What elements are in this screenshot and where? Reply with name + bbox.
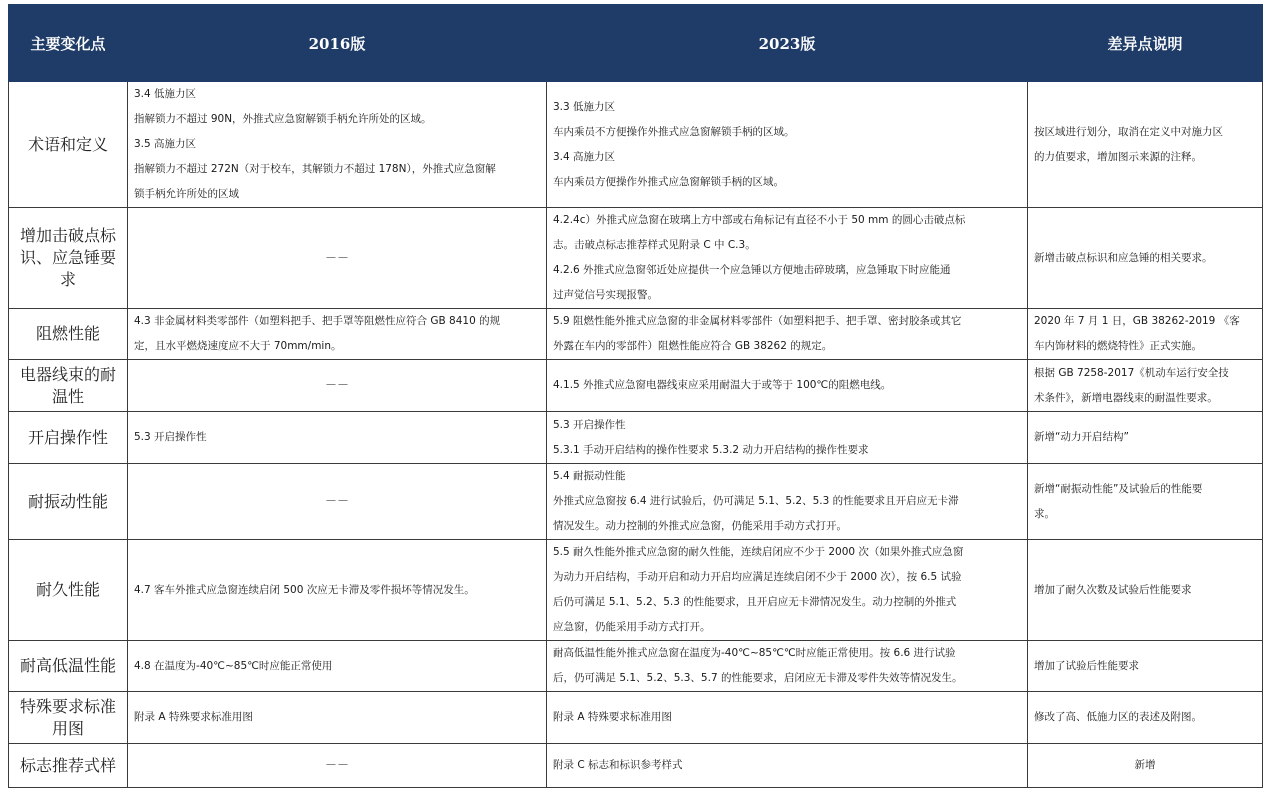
- cell-line: 车内饰材料的燃烧特性》正式实施。: [1034, 340, 1202, 352]
- header-2023-version: 2023版: [547, 5, 1028, 82]
- empty-dash: －－: [324, 758, 349, 772]
- cell-line: 5.4 耐振动性能: [553, 470, 626, 482]
- cell-line: 的力值要求，增加图示来源的注释。: [1034, 150, 1202, 163]
- cell-line: 外推式应急窗按 6.4 进行试验后，仍可满足 5.1、5.2、5.3 的性能要求且开启应无卡滞: [553, 495, 959, 507]
- cell-2023: [547, 360, 1028, 412]
- cell-2016: [128, 744, 547, 788]
- cell-line: 外露在车内的零部件）阻燃性能应符合 GB 38262 的规定。: [553, 340, 833, 352]
- cell-2016: [128, 641, 547, 692]
- cell-line: 指解锁力不超过 272N（对于校车，其解锁力不超过 178N），外推式应急窗解: [134, 163, 496, 175]
- cell-line: 增加了耐久次数及试验后性能要求: [1034, 583, 1192, 596]
- row-item: 电器线束的耐温性: [9, 360, 128, 412]
- cell-line: 5.9 阻燃性能外推式应急窗的非金属材料零部件（如塑料把手、把手罩、密封胶条或其它: [553, 315, 962, 327]
- cell-2016: [128, 540, 547, 641]
- cell-note: [1028, 744, 1263, 788]
- table-row: [9, 692, 1263, 744]
- cell-line: 4.2.6 外推式应急窗邻近处应提供一个应急锤以方便地击碎玻璃，应急锤取下时应能通: [553, 264, 951, 276]
- cell-note: [1028, 412, 1263, 464]
- cell-line: 新增“耐振动性能”及试验后的性能要: [1034, 482, 1203, 495]
- cell-2016: [128, 309, 547, 360]
- cell-note: [1028, 82, 1263, 208]
- cell-line: 耐高低温性能外推式应急窗在温度为-40℃~85℃℃时应能正常使用。按 6.6 进行试验: [553, 647, 956, 659]
- header-main-change: 主要变化点: [9, 5, 128, 82]
- row-item: 标志推荐式样: [9, 744, 128, 788]
- empty-dash: －－: [324, 494, 349, 508]
- cell-2023: [547, 641, 1028, 692]
- row-item: 增加击破点标识、应急锤要求: [9, 208, 128, 309]
- row-item: 特殊要求标准用图: [9, 692, 128, 744]
- table-header: [9, 5, 1263, 82]
- table-row: [9, 82, 1263, 208]
- table-row: [9, 540, 1263, 641]
- cell-line: 应急窗，仍能采用手动方式打开。: [553, 621, 711, 633]
- cell-2016: [128, 208, 547, 309]
- cell-line: 车内乘员方便操作外推式应急窗解锁手柄的区域。: [553, 175, 784, 188]
- cell-line: 过声觉信号实现报警。: [553, 289, 658, 301]
- cell-line: 4.7 客车外推式应急窗连续启闭 500 次应无卡滞及零件损坏等情况发生。: [134, 583, 475, 596]
- empty-dash: －－: [324, 378, 349, 392]
- cell-line: 附录 A 特殊要求标准用图: [134, 711, 253, 723]
- cell-line: 锁手柄允许所处的区域: [134, 188, 239, 200]
- cell-line: 附录 A 特殊要求标准用图: [553, 711, 672, 723]
- cell-line: 3.5 高施力区: [134, 138, 197, 150]
- cell-note: [1028, 309, 1263, 360]
- cell-line: 根据 GB 7258-2017《机动车运行安全技: [1034, 366, 1229, 379]
- cell-line: 术条件》，新增电器线束的耐温性要求。: [1034, 391, 1218, 404]
- table-row: [9, 208, 1263, 309]
- comparison-table: [8, 4, 1263, 788]
- header-difference-note: 差异点说明: [1028, 5, 1263, 82]
- cell-line: 附录 C 标志和标识参考样式: [553, 759, 683, 771]
- cell-2023: [547, 82, 1028, 208]
- cell-2023: [547, 692, 1028, 744]
- cell-line: 指解锁力不超过 90N，外推式应急窗解锁手柄允许所处的区域。: [134, 113, 432, 125]
- table-body: [9, 82, 1263, 788]
- cell-line: 情况发生。动力控制的外推式应急窗，仍能采用手动方式打开。: [553, 520, 847, 532]
- table-row: [9, 309, 1263, 360]
- row-item: 术语和定义: [9, 82, 128, 208]
- row-item: 开启操作性: [9, 412, 128, 464]
- cell-line: 新增“动力开启结构”: [1034, 431, 1129, 443]
- cell-2016: [128, 82, 547, 208]
- cell-2023: [547, 208, 1028, 309]
- cell-line: 修改了高、低施力区的表述及附图。: [1034, 711, 1202, 723]
- cell-line: 按区域进行划分，取消在定义中对施力区: [1034, 125, 1223, 138]
- cell-line: 后，仍可满足 5.1、5.2、5.3、5.7 的性能要求，启闭应无卡滞及零件失效等情况发生。: [553, 672, 963, 684]
- cell-line: 新增击破点标识和应急锤的相关要求。: [1034, 251, 1213, 264]
- cell-2016: [128, 464, 547, 540]
- cell-line: 5.5 耐久性能外推式应急窗的耐久性能，连续启闭应不少于 2000 次（如果外推式应急窗: [553, 546, 964, 558]
- cell-2016: [128, 360, 547, 412]
- cell-line: 4.8 在温度为-40℃~85℃时应能正常使用: [134, 659, 333, 672]
- cell-note: [1028, 641, 1263, 692]
- cell-line: 新增: [1134, 759, 1156, 771]
- cell-2023: [547, 412, 1028, 464]
- cell-line: 车内乘员不方便操作外推式应急窗解锁手柄的区域。: [553, 125, 795, 138]
- cell-line: 增加了试验后性能要求: [1034, 659, 1139, 672]
- cell-2016: [128, 412, 547, 464]
- table-row: [9, 641, 1263, 692]
- cell-note: [1028, 540, 1263, 641]
- table-row: [9, 744, 1263, 788]
- cell-2023: [547, 464, 1028, 540]
- table-row: [9, 464, 1263, 540]
- row-item: 耐振动性能: [9, 464, 128, 540]
- header-2016-version: 2016版: [128, 5, 547, 82]
- cell-line: 3.4 高施力区: [553, 150, 616, 163]
- row-item: 耐久性能: [9, 540, 128, 641]
- table-row: [9, 412, 1263, 464]
- cell-2023: [547, 540, 1028, 641]
- cell-note: [1028, 464, 1263, 540]
- cell-line: 5.3.1 手动开启结构的操作性要求 5.3.2 动力开启结构的操作性要求: [553, 443, 869, 456]
- cell-line: 4.1.5 外推式应急窗电器线束应采用耐温大于或等于 100℃的阻燃电线。: [553, 379, 892, 391]
- empty-dash: －－: [324, 250, 349, 265]
- cell-line: 为动力开启结构，手动开启和动力开启均应满足连续启闭不少于 2000 次），按 6.5 试验: [553, 571, 962, 583]
- cell-line: 求。: [1034, 507, 1055, 520]
- cell-line: 后仍可满足 5.1、5.2、5.3 的性能要求，且开启应无卡滞情况发生。动力控制的外推式: [553, 596, 957, 608]
- cell-line: 2020 年 7 月 1 日，GB 38262-2019 《客: [1034, 315, 1240, 327]
- cell-line: 4.3 非金属材料类零部件（如塑料把手、把手罩等阻燃性应符合 GB 8410 的规: [134, 315, 501, 327]
- table-row: [9, 360, 1263, 412]
- cell-2023: [547, 309, 1028, 360]
- cell-line: 5.3 开启操作性: [134, 431, 207, 443]
- cell-note: [1028, 692, 1263, 744]
- cell-line: 5.3 开启操作性: [553, 418, 626, 431]
- cell-line: 3.4 低施力区: [134, 88, 197, 100]
- cell-line: 3.3 低施力区: [553, 100, 616, 113]
- row-item: 耐高低温性能: [9, 641, 128, 692]
- cell-line: 志。击破点标志推荐样式见附录 C 中 C.3。: [553, 239, 756, 251]
- row-item: 阻燃性能: [9, 309, 128, 360]
- cell-2016: [128, 692, 547, 744]
- cell-note: [1028, 208, 1263, 309]
- cell-line: 定，且水平燃烧速度应不大于 70mm/min。: [134, 340, 342, 352]
- cell-line: 4.2.4c）外推式应急窗在玻璃上方中部或右角标记有直径不小于 50 mm 的圆心击破点标: [553, 214, 966, 226]
- header-row: [9, 5, 1263, 82]
- cell-note: [1028, 360, 1263, 412]
- cell-2023: [547, 744, 1028, 788]
